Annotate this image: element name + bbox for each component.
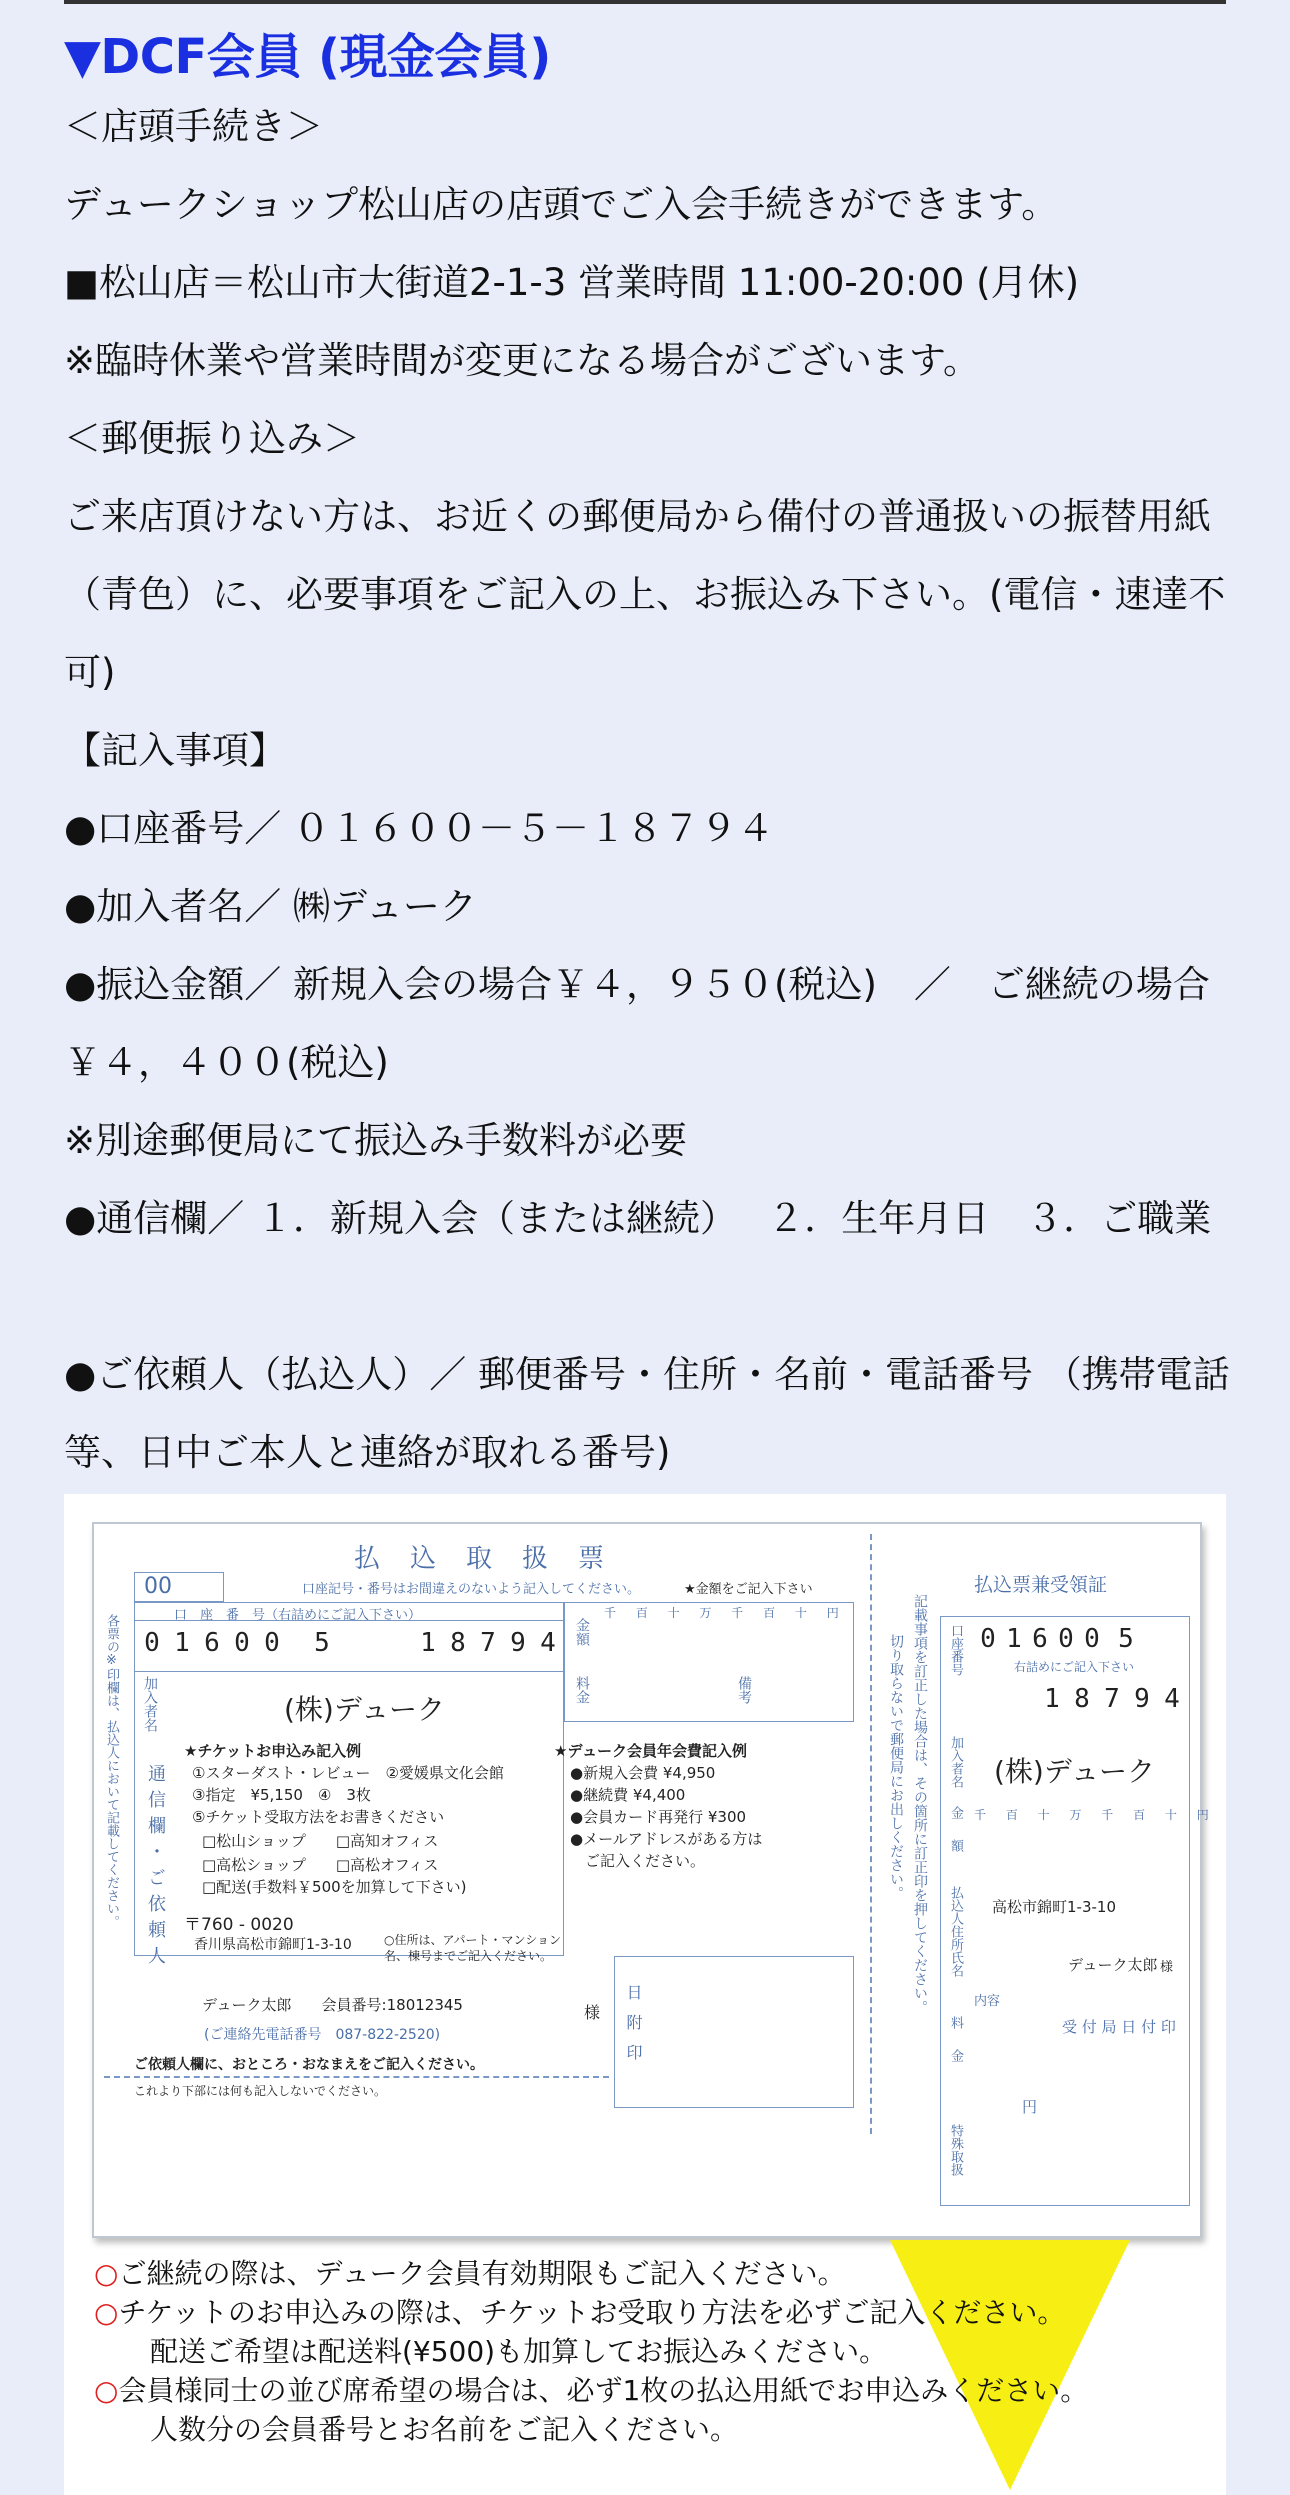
note-text: チケットのお申込みの際は、チケットお受取り方法を必ずご記入ください。 [118,2296,1066,2329]
receipt-title: 払込票兼受領証 [974,1574,1108,1596]
note-line [94,2410,1088,2449]
receipt-label: 特殊取扱 [948,2124,963,2176]
ticket-line: ③指定 ¥5,150 ④ 3枚 [192,1786,371,1804]
sender-address: 香川県高松市錦町1-3-10 [194,1937,352,1953]
sender-zip: 〒760 - 0020 [184,1915,294,1935]
ticket-line: ①スターダスト・レビュー ②愛媛県文化会館 [192,1764,504,1782]
digit: 1 [1044,1684,1060,1714]
sender-note: ご依頼人欄に、おところ・おなまえをご記入ください。 [134,2057,484,2073]
left-vertical-note: 各票の※印欄は、払込人において記載してください。 [104,1614,119,1928]
top-divider [64,0,1226,4]
payment-slip [92,1522,1217,2238]
receipt-label: 加入者名 [948,1736,963,1788]
receipt-label: 払込人住所氏名 [948,1886,963,1977]
fee-note: ※別途郵便局にて振込み手数料が必要 [64,1119,688,1162]
digit: 8 [1074,1684,1090,1714]
digit: 1 [1006,1624,1022,1654]
ryo-label: 料金 [574,1676,590,1704]
member-line: ●メールアドレスがある方は [570,1830,763,1848]
receipt-label: 口座番号 [948,1624,963,1676]
digit: 0 [980,1624,996,1654]
digit: 8 [450,1628,466,1658]
digit: 9 [1134,1684,1150,1714]
sama-label: 様 [584,2003,601,2022]
right-vertical-note: 記載事項を訂正した場合は、その箇所に訂正印を押してください。 [912,1594,928,2014]
note-line [94,2254,1088,2293]
store-info: ■松山店＝松山市大街道2-1-3 営業時間 11:00-20:00 (月休) [64,261,1080,304]
receipt-naiyo: 内容 [974,1994,1001,2009]
member-title: ★デューク会員年会費記入例 [554,1742,747,1760]
slip-title: 払 込 取 扱 票 [354,1544,607,1574]
account-number: ●口座番号／ ０１６００－５－１８７９４ [64,807,775,850]
store-heading: ＜店頭手続き＞ [64,105,323,148]
digit: 0 [1084,1624,1100,1654]
store-note: ※臨時休業や営業時間が変更になる場合がございます。 [64,339,981,382]
message-field: ●通信欄／ １．新規入会（または継続） ２．生年月日 ３．ご職業 [64,1197,1212,1240]
digit: 5 [1118,1624,1134,1654]
note-text: ご継続の際は、デューク会員有効期限もご記入ください。 [118,2257,846,2290]
note-mark: ○ [94,2257,119,2290]
slip-code: 00 [144,1574,172,1599]
member-line: ●継続費 ¥4,400 [570,1786,686,1804]
ticket-line: □松山ショップ □高知オフィス [202,1832,439,1850]
postal-heading: ＜郵便振り込み＞ [64,417,360,460]
sender-field: ●ご依頼人（払込人）／ 郵便番号・住所・名前・電話番号 （携帯電話等、日中ご本人と連絡が取れる番号) [64,1353,1230,1474]
amount-hint: ★金額をご記入下さい [684,1582,813,1597]
address-note: ○住所は、アパート・マンション名、棟号までご記入ください。 [384,1933,561,1963]
receipt-label: 金額 [948,1806,963,1872]
section-title: ▼DCF会員 (現金会員) [64,29,551,85]
biko-label: 備考 [736,1676,752,1704]
receipt-payee: (株)デューク [994,1755,1156,1788]
digit: 1 [420,1628,436,1658]
note-line [94,2293,1088,2332]
digit: 7 [480,1628,496,1658]
digit: 1 [174,1628,190,1658]
sender-phone: (ご連絡先電話番号 087-822-2520) [204,2027,441,2043]
member-line: ●会員カード再発行 ¥300 [570,1808,747,1826]
store-text: デュークショップ松山店の店頭でご入会手続きができます。 [64,183,1059,226]
cut-text: 切り取らないで郵便局にお出しください。 [888,1634,904,1900]
receipt-label: 料金 [948,2016,963,2082]
receipt-fee-unit: 円 [1022,2098,1038,2116]
member-line: ●新規入会費 ¥4,950 [570,1764,716,1782]
slip-notes [94,2254,1088,2449]
digit: 0 [234,1628,250,1658]
receipt-name: デューク太郎 [1068,1956,1158,1974]
payment-slip-image [64,1494,1226,2495]
receipt-sama: 様 [1160,1960,1174,1975]
digit: 6 [1032,1624,1048,1654]
note-line [94,2371,1088,2410]
digit: 9 [510,1628,526,1658]
digit: 0 [144,1628,160,1658]
digit: 6 [204,1628,220,1658]
payee-name: ●加入者名／ ㈱デューク [64,885,477,928]
items-heading: 【記入事項】 [64,729,286,772]
note-line [94,2332,1088,2371]
transfer-amount: ●振込金額／ 新規入会の場合￥４，９５０(税込) ／ ご継続の場合￥４，４００(税込) [64,963,1210,1084]
digit: 4 [1164,1684,1180,1714]
bottom-note: これより下部には何も記入しないでください。 [134,2084,387,2098]
kin-label: 金額 [574,1618,590,1646]
digit: 4 [540,1628,556,1658]
digit: 0 [264,1628,280,1658]
sender-name: デューク太郎 会員番号:18012345 [202,1996,463,2014]
note-mark: ○ [94,2296,119,2329]
ticket-line: □配送(手数料￥500を加算して下さい) [202,1878,467,1896]
slip-payee: (株)デューク [284,1693,446,1726]
ticket-title: ★チケットお申込み記入例 [184,1742,362,1760]
digit: 5 [314,1628,330,1658]
postal-text: ご来店頂けない方は、お近くの郵便局から備付の普通扱いの振替用紙（青色）に、必要事項をご記入の上、お振込み下さい。(電信・速達不可) [64,495,1226,694]
receipt-digits-header: 千 百 十 万 千 百 十 円 [974,1808,1217,1822]
note-mark: ○ [94,2374,119,2407]
ticket-line: ⑤チケット受取方法をお書きください [192,1808,445,1826]
member-line: ご記入ください。 [570,1852,706,1870]
account-header: 口 座 番 号（右詰めにご記入下さい） [174,1608,422,1623]
note-text: 人数分の会員番号とお名前をご記入ください。 [150,2413,739,2446]
receipt-address: 高松市錦町1-3-10 [992,1898,1116,1916]
slip-instruction: 口座記号・番号はお間違えのないよう記入してください。 [302,1582,641,1597]
note-text: 会員様同士の並び席希望の場合は、必ず1枚の払込用紙でお申込みください。 [118,2374,1089,2407]
receipt-account-hint: 右詰めにご記入下さい [1014,1660,1135,1674]
digit: 7 [1104,1684,1120,1714]
payee-label: 加入者名 [142,1676,158,1732]
note-text: 配送ご希望は配送料(¥500)も加算してお振込みください。 [150,2335,888,2368]
stamp-label: 日附印 [624,1984,643,2074]
digits-header: 千 百 十 万 千 百 十 円 [604,1606,847,1620]
ticket-line: □高松ショップ □高松オフィス [202,1856,439,1874]
digit: 0 [1058,1624,1074,1654]
receipt-stamp-label: 受 付 局 日 付 印 [1062,2018,1176,2036]
message-col-label: 通信欄・ご依頼人 [145,1764,166,1972]
